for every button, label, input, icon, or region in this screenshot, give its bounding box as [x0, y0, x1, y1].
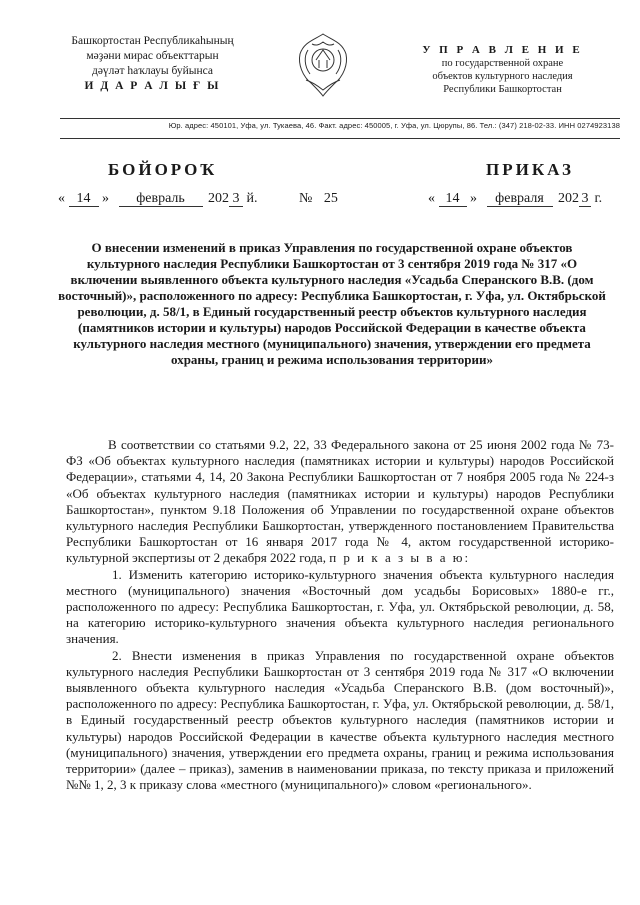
org-name-russian-line: объектов культурного наследия — [432, 71, 573, 82]
quote-open: « — [58, 191, 65, 206]
org-name-russian-title: У П Р А В Л Е Н И Е — [422, 44, 583, 56]
order-item-1: 1. Изменить категорию историко-культурного значения объекта культурного наследия местного (муниципального) значения «Восточный дом усадьбы Борисовых» 1880-е гг., расположенного по адресу: Республика Башкортостан, г. Уфа, ул. Октябрьской революции, д. 58, на категорию историко-культурного значения объекта культурного наследия регионального значения. — [66, 566, 614, 647]
date-year-digit: 3 — [229, 192, 243, 207]
header-divider-bottom — [60, 138, 620, 139]
date-suffix: г. — [594, 191, 603, 206]
number-value: 25 — [323, 191, 338, 206]
quote-open: « — [428, 191, 435, 206]
date-day: 14 — [69, 192, 99, 207]
order-word-russian: ПРИКАЗ — [486, 160, 574, 179]
order-body — [66, 437, 614, 793]
order-date-russian — [428, 191, 602, 207]
org-name-bashkir-line: И Д А Р А Л Ы Ғ Ы — [84, 80, 221, 92]
org-name-bashkir — [30, 34, 275, 94]
date-year-prefix: 202 — [208, 191, 229, 206]
quote-close: » — [470, 191, 477, 206]
header-divider-top — [60, 118, 620, 119]
order-word-bashkir: БОЙОРОҠ — [108, 160, 218, 179]
date-year-prefix: 202 — [558, 191, 579, 206]
decree-word: п р и к а з ы в а ю: — [329, 550, 471, 566]
order-date-bashkir — [58, 191, 258, 207]
order-number — [299, 191, 338, 207]
quote-close: » — [102, 191, 109, 206]
org-name-bashkir-line: мәҙәни мирас объекттарын — [86, 50, 219, 62]
number-label: № — [299, 191, 313, 206]
order-item-2: 2. Внести изменения в приказ Управления по государственной охране объектов культурного наследия Республики Башкортостан от 3 сентября 2019 года № 317 «О включении выявленного объекта культурного наследия «Усадьба Сперанского В.В. (дом восточный)», расположенного по адресу: Республика Башкортостан, г. Уфа, ул. Октябрьской революции, д. 58/1, в Единый государственный реестр объектов культурного наследия (памятников истории и культуры) народов Российской Федерации в качестве объекта культурного наследия местного (муниципального) значения, утверждении его предмета охраны, границ и режима использования территории» (далее – приказ), заменив в наименовании приказа, по тексту приказа и приложений №№ 1, 2, 3 к приказу слова «местного (муниципального)» словом «регионального». — [66, 647, 614, 793]
org-name-russian-line: Республики Башкортостан — [443, 84, 562, 95]
date-day: 14 — [439, 192, 467, 207]
preamble-paragraph — [66, 437, 614, 567]
date-year-digit: 3 — [579, 192, 591, 207]
date-suffix: й. — [246, 191, 258, 206]
coat-of-arms-emblem — [292, 30, 354, 100]
org-name-russian-line: по государственной охране — [441, 58, 564, 69]
org-name-russian — [380, 44, 625, 96]
date-month: февраль — [119, 192, 203, 207]
org-name-bashkir-line: Башкортостан Республикаһының — [71, 35, 234, 47]
preamble-text: В соответствии со статьями 9.2, 22, 33 Федерального закона от 25 июня 2002 года № 73-ФЗ «Об объектах культурного наследия (памятниках истории и культуры) народов Российской Федерации», статьями 4, 14, 20 Закона Республики Башкортостан от 7 ноября 2005 года № 224-з «Об объектах культурного наследия (памятниках истории и культуры) народов Республики Башкортостан», пунктом 9.18 Положения об Управлении по государственной охране объектов культурного наследия Республики Башкортостан, утвержденного постановлением Правительства Республики Башкортостан от 16 января 2017 года № 4, актом государственной историко-культурной экспертизы от 2 декабря 2022 года, — [66, 437, 614, 566]
org-address-line: Юр. адрес: 450101, Уфа, ул. Тукаева, 46. Факт. адрес: 450005, г. Уфа, ул. Цюрупы, 86. Тел.: (347) 218-02-33. ИНН 0274923138 — [168, 121, 620, 130]
order-title: О внесении изменений в приказ Управления по государственной охране объектов культурного наследия Республики Башкортостан от 3 сентября 2019 года № 317 «О включении выявленного объекта культурного наследия «Усадьба Сперанского В.В. (дом восточный)», расположенного по адресу: Республика Башкортостан, г. Уфа, ул. Октябрьской революции, д. 58/1, в Единый государственный реестр объектов культурного наследия (памятников истории и культуры) народов Российской Федерации в качестве объекта культурного наследия местного (муниципального) значения, утверждении его предмета охраны, границ и режима использования территории» — [58, 240, 606, 367]
org-name-bashkir-line: дәүләт һаҡлауы буйынса — [91, 65, 214, 77]
date-month: февраля — [487, 192, 553, 207]
